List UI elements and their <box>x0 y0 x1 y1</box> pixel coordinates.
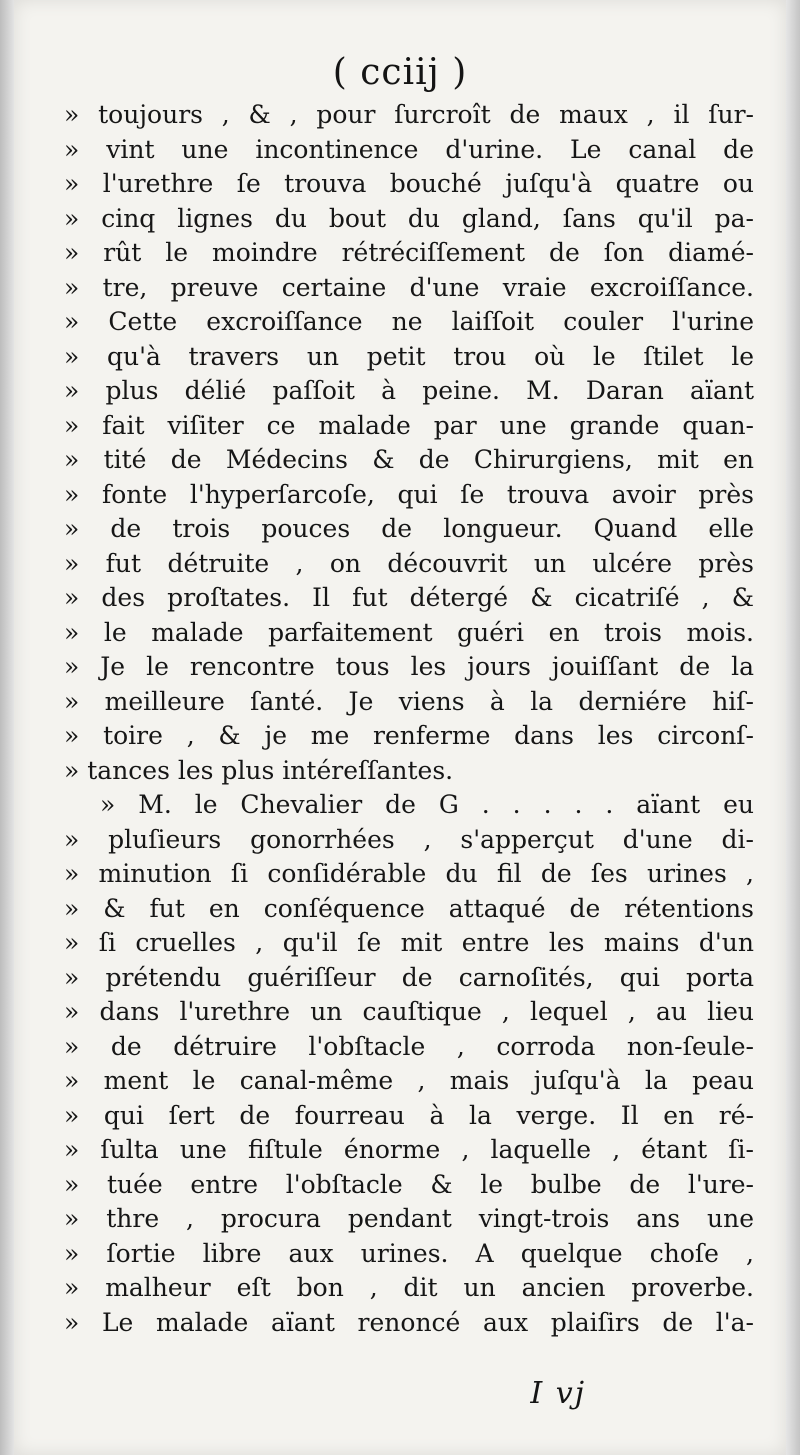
text-line: » fait viſiter ce malade par une grande quan- <box>64 410 754 440</box>
text-line: » l'urethre ſe trouva bouché juſqu'à quatre ou <box>64 169 754 198</box>
text-line: » tuée entre l'obſtacle & le bulbe de l'ure- <box>64 1169 754 1199</box>
body-text <box>64 98 754 1340</box>
text-line: » de détruire l'obſtacle , corroda non-ſeule- <box>64 1031 754 1061</box>
page-edge-left <box>0 0 14 1455</box>
text-line: » tances les plus intéreſſantes. <box>64 755 454 785</box>
text-line: » ſulta une fiſtule énorme , laquelle , étant ſi- <box>64 1135 754 1164</box>
text-line: » prétendu guériſſeur de carnoſités, qui porta <box>64 962 754 992</box>
text-line: » le malade parfaitement guéri en trois mois. <box>64 617 754 647</box>
text-line: » ſi cruelles , qu'il ſe mit entre les mains d'un <box>64 928 754 957</box>
text-line: » toujours , & , pour ſurcroît de maux , il ſur- <box>64 100 754 129</box>
text-line: » malheur eſt bon , dit un ancien proverbe. <box>64 1273 754 1302</box>
text-line: » Le malade aïant renoncé aux plaiſirs de l'a- <box>64 1307 754 1337</box>
text-line: » pluſieurs gonorrhées , s'apperçut d'une di- <box>64 824 754 854</box>
signature-mark: I vj <box>530 1376 586 1411</box>
text-line: » plus délié paſſoit à peine. M. Daran aïant <box>64 376 754 405</box>
text-line: » dans l'urethre un cauſtique , lequel , au lieu <box>64 997 754 1026</box>
text-line: » cinq lignes du bout du gland, ſans qu'il pa- <box>64 203 754 233</box>
text-line: » fut détruite , on découvrit un ulcére près <box>64 548 754 578</box>
page-edge-right <box>786 0 800 1455</box>
text-line: » & fut en conſéquence attaqué de rétentions <box>64 893 754 923</box>
book-page <box>14 0 786 1455</box>
page-number-header: ( cciij ) <box>332 52 468 93</box>
text-line: » ſortie libre aux urines. A quelque choſe , <box>64 1238 754 1268</box>
text-line: » rût le moindre rétréciſſement de ſon diamé- <box>64 238 754 267</box>
text-line: » meilleure ſanté. Je viens à la derniére hiſ- <box>64 686 754 716</box>
text-line: » fonte l'hyperſarcoſe, qui ſe trouva avoir près <box>64 479 754 509</box>
text-line: » thre , procura pendant vingt-trois ans une <box>64 1204 754 1233</box>
text-line: » minution ſi conſidérable du fil de ſes urines , <box>64 859 754 888</box>
text-line: » de trois pouces de longueur. Quand elle <box>64 514 754 543</box>
text-line: » qu'à travers un petit trou où le ſtilet le <box>64 341 754 371</box>
text-line: » Je le rencontre tous les jours jouiſſant de la <box>64 652 754 681</box>
text-line: » tre, preuve certaine d'une vraie excroiſſance. <box>64 272 754 302</box>
text-line: » tité de Médecins & de Chirurgiens, mit en <box>64 445 754 474</box>
text-line: » vint une incontinence d'urine. Le canal de <box>64 134 754 164</box>
text-line: » M. le Chevalier de G . . . . . aïant eu <box>100 790 754 819</box>
text-line: » des proſtates. Il fut détergé & cicatriſé , & <box>64 583 754 612</box>
text-line: » Cette excroiſſance ne laiſſoit couler l'urine <box>64 307 754 336</box>
text-line: » qui ſert de fourreau à la verge. Il en ré- <box>64 1100 754 1130</box>
text-line: » ment le canal-même , mais juſqu'à la peau <box>64 1066 754 1095</box>
text-line: » toire , & je me renferme dans les circonſ- <box>64 721 754 750</box>
